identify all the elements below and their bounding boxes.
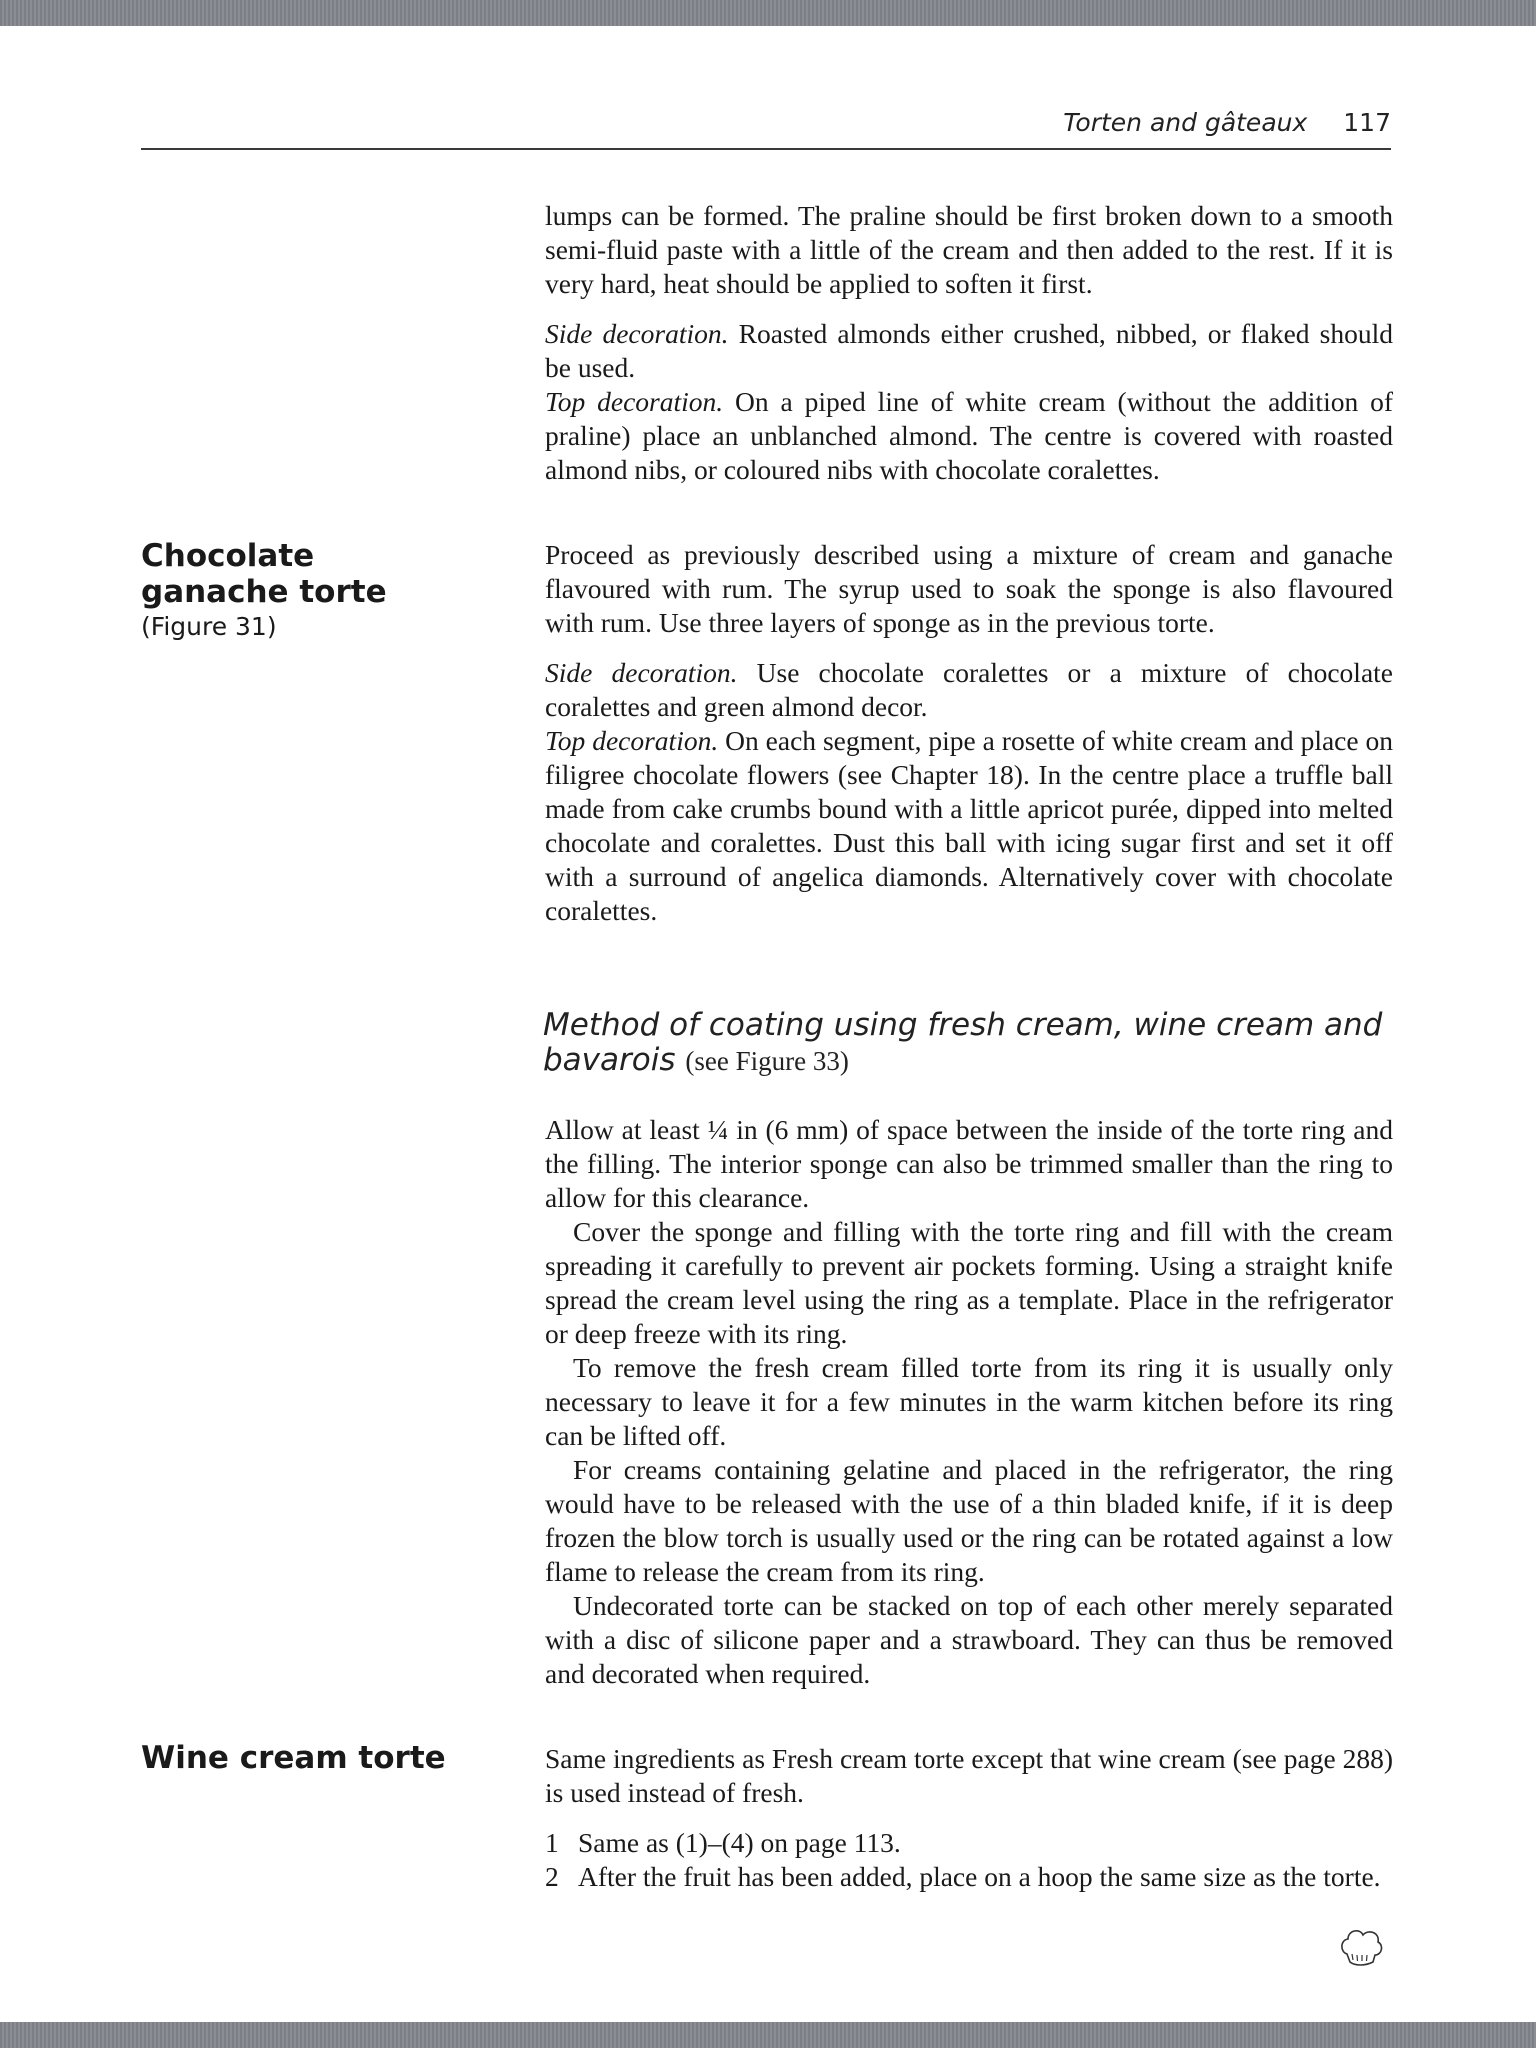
wine-paragraph: Same ingredients as Fresh cream torte except that wine cream (see page 288) is used instead of fresh. (545, 1743, 1393, 1808)
continuation-paragraph: lumps can be formed. The praline should be first broken down to a smooth semi-fluid paste with a little of the cream and then added to the rest. If it is very hard, heat should be applied to soften it first. (545, 200, 1393, 299)
side-decoration-label: Side decoration. (545, 657, 738, 688)
method-paragraph: For creams containing gelatine and placed in the refrigerator, the ring would have to be released with the use of a thin bladed knife, if it is deep frozen the blow torch is usually used or the ring can be rotated against a low flame to release the cream from its ring. (545, 1454, 1393, 1587)
method-paragraph: Undecorated torte can be stacked on top of each other merely separated with a disc of silicone paper and a strawboard. They can thus be removed and decorated when required. (545, 1590, 1393, 1689)
step-number: 1 (545, 1827, 559, 1858)
top-decoration-text: On each segment, pipe a rosette of white cream and place on filigree chocolate flowers (see Chapter 18). In the centre place a truffle ball made from cake crumbs bound with a little apricot purée, dipped into melted chocolate and coralettes. Dust this ball with icing sugar first and set it off with a surround of angelica diamonds. Alternatively cover with chocolate coralettes. (545, 725, 1394, 926)
ganache-block (545, 538, 1393, 928)
numbered-steps (545, 1826, 1393, 1894)
top-scan-border (0, 0, 1536, 26)
side-decoration-text: Use chocolate coralettes or a mixture of chocolate coralettes and green almond decor. (545, 657, 1393, 722)
ganache-paragraph: Proceed as previously described using a mixture of cream and ganache flavoured with rum. The syrup used to soak the sponge is also flavoured with rum. Use three layers of sponge as in the previous torte. (545, 539, 1393, 638)
method-figure-reference: (see Figure 33) (685, 1046, 849, 1076)
step-text: Same as (1)–(4) on page 113. (578, 1827, 901, 1858)
top-decoration-label: Top decoration. (545, 725, 719, 756)
continuation-block (545, 199, 1393, 487)
method-title: Method of coating using fresh cream, wine cream and bavarois (543, 1007, 1383, 1078)
top-decoration-label: Top decoration. (545, 386, 724, 417)
page-number: 117 (1343, 108, 1391, 137)
wine-side-heading (141, 1740, 461, 1776)
side-decoration-paragraph (545, 317, 1393, 385)
top-decoration-text: On a piped line of white cream (without the addition of praline) place an unblanched almond. The centre is covered with roasted almond nibs, or coloured nibs with chocolate coralettes. (545, 386, 1393, 485)
section-heading: Chocolate ganache torte (141, 538, 387, 610)
top-decoration-paragraph (545, 385, 1393, 487)
side-decoration-label: Side decoration. (545, 318, 729, 349)
ganache-top-decoration (545, 724, 1393, 928)
step-text: After the fruit has been added, place on a hoop the same size as the torte. (578, 1861, 1381, 1892)
ganache-side-decoration (545, 656, 1393, 724)
running-header (141, 108, 1391, 148)
section-heading: Wine cream torte (141, 1740, 446, 1776)
side-decoration-text: Roasted almonds either crushed, nibbed, or flaked should be used. (545, 318, 1393, 383)
method-paragraph: Cover the sponge and filling with the torte ring and fill with the cream spreading it carefully to prevent air pockets forming. Using a straight knife spread the cream level using the ring as a template. Place in the refrigerator or deep freeze with its ring. (545, 1216, 1393, 1349)
figure-reference: (Figure 31) (141, 612, 277, 641)
method-paragraph: Allow at least ¼ in (6 mm) of space between the inside of the torte ring and the filling. The interior sponge can also be trimmed smaller than the ring to allow for this clearance. (545, 1114, 1393, 1213)
ganache-side-heading (141, 538, 461, 644)
method-paragraph: To remove the fresh cream filled torte from its ring it is usually only necessary to leave it for a few minutes in the warm kitchen before its ring can be lifted off. (545, 1352, 1393, 1451)
chef-hat-icon (1338, 1924, 1384, 1970)
method-heading (543, 1008, 1403, 1079)
bottom-scan-border (0, 2022, 1536, 2048)
list-item (545, 1826, 1393, 1860)
wine-block (545, 1742, 1393, 1894)
method-block (545, 1113, 1393, 1691)
step-number: 2 (545, 1861, 559, 1892)
list-item (545, 1860, 1393, 1894)
running-title: Torten and gâteaux (1063, 108, 1308, 137)
header-rule (141, 148, 1391, 150)
